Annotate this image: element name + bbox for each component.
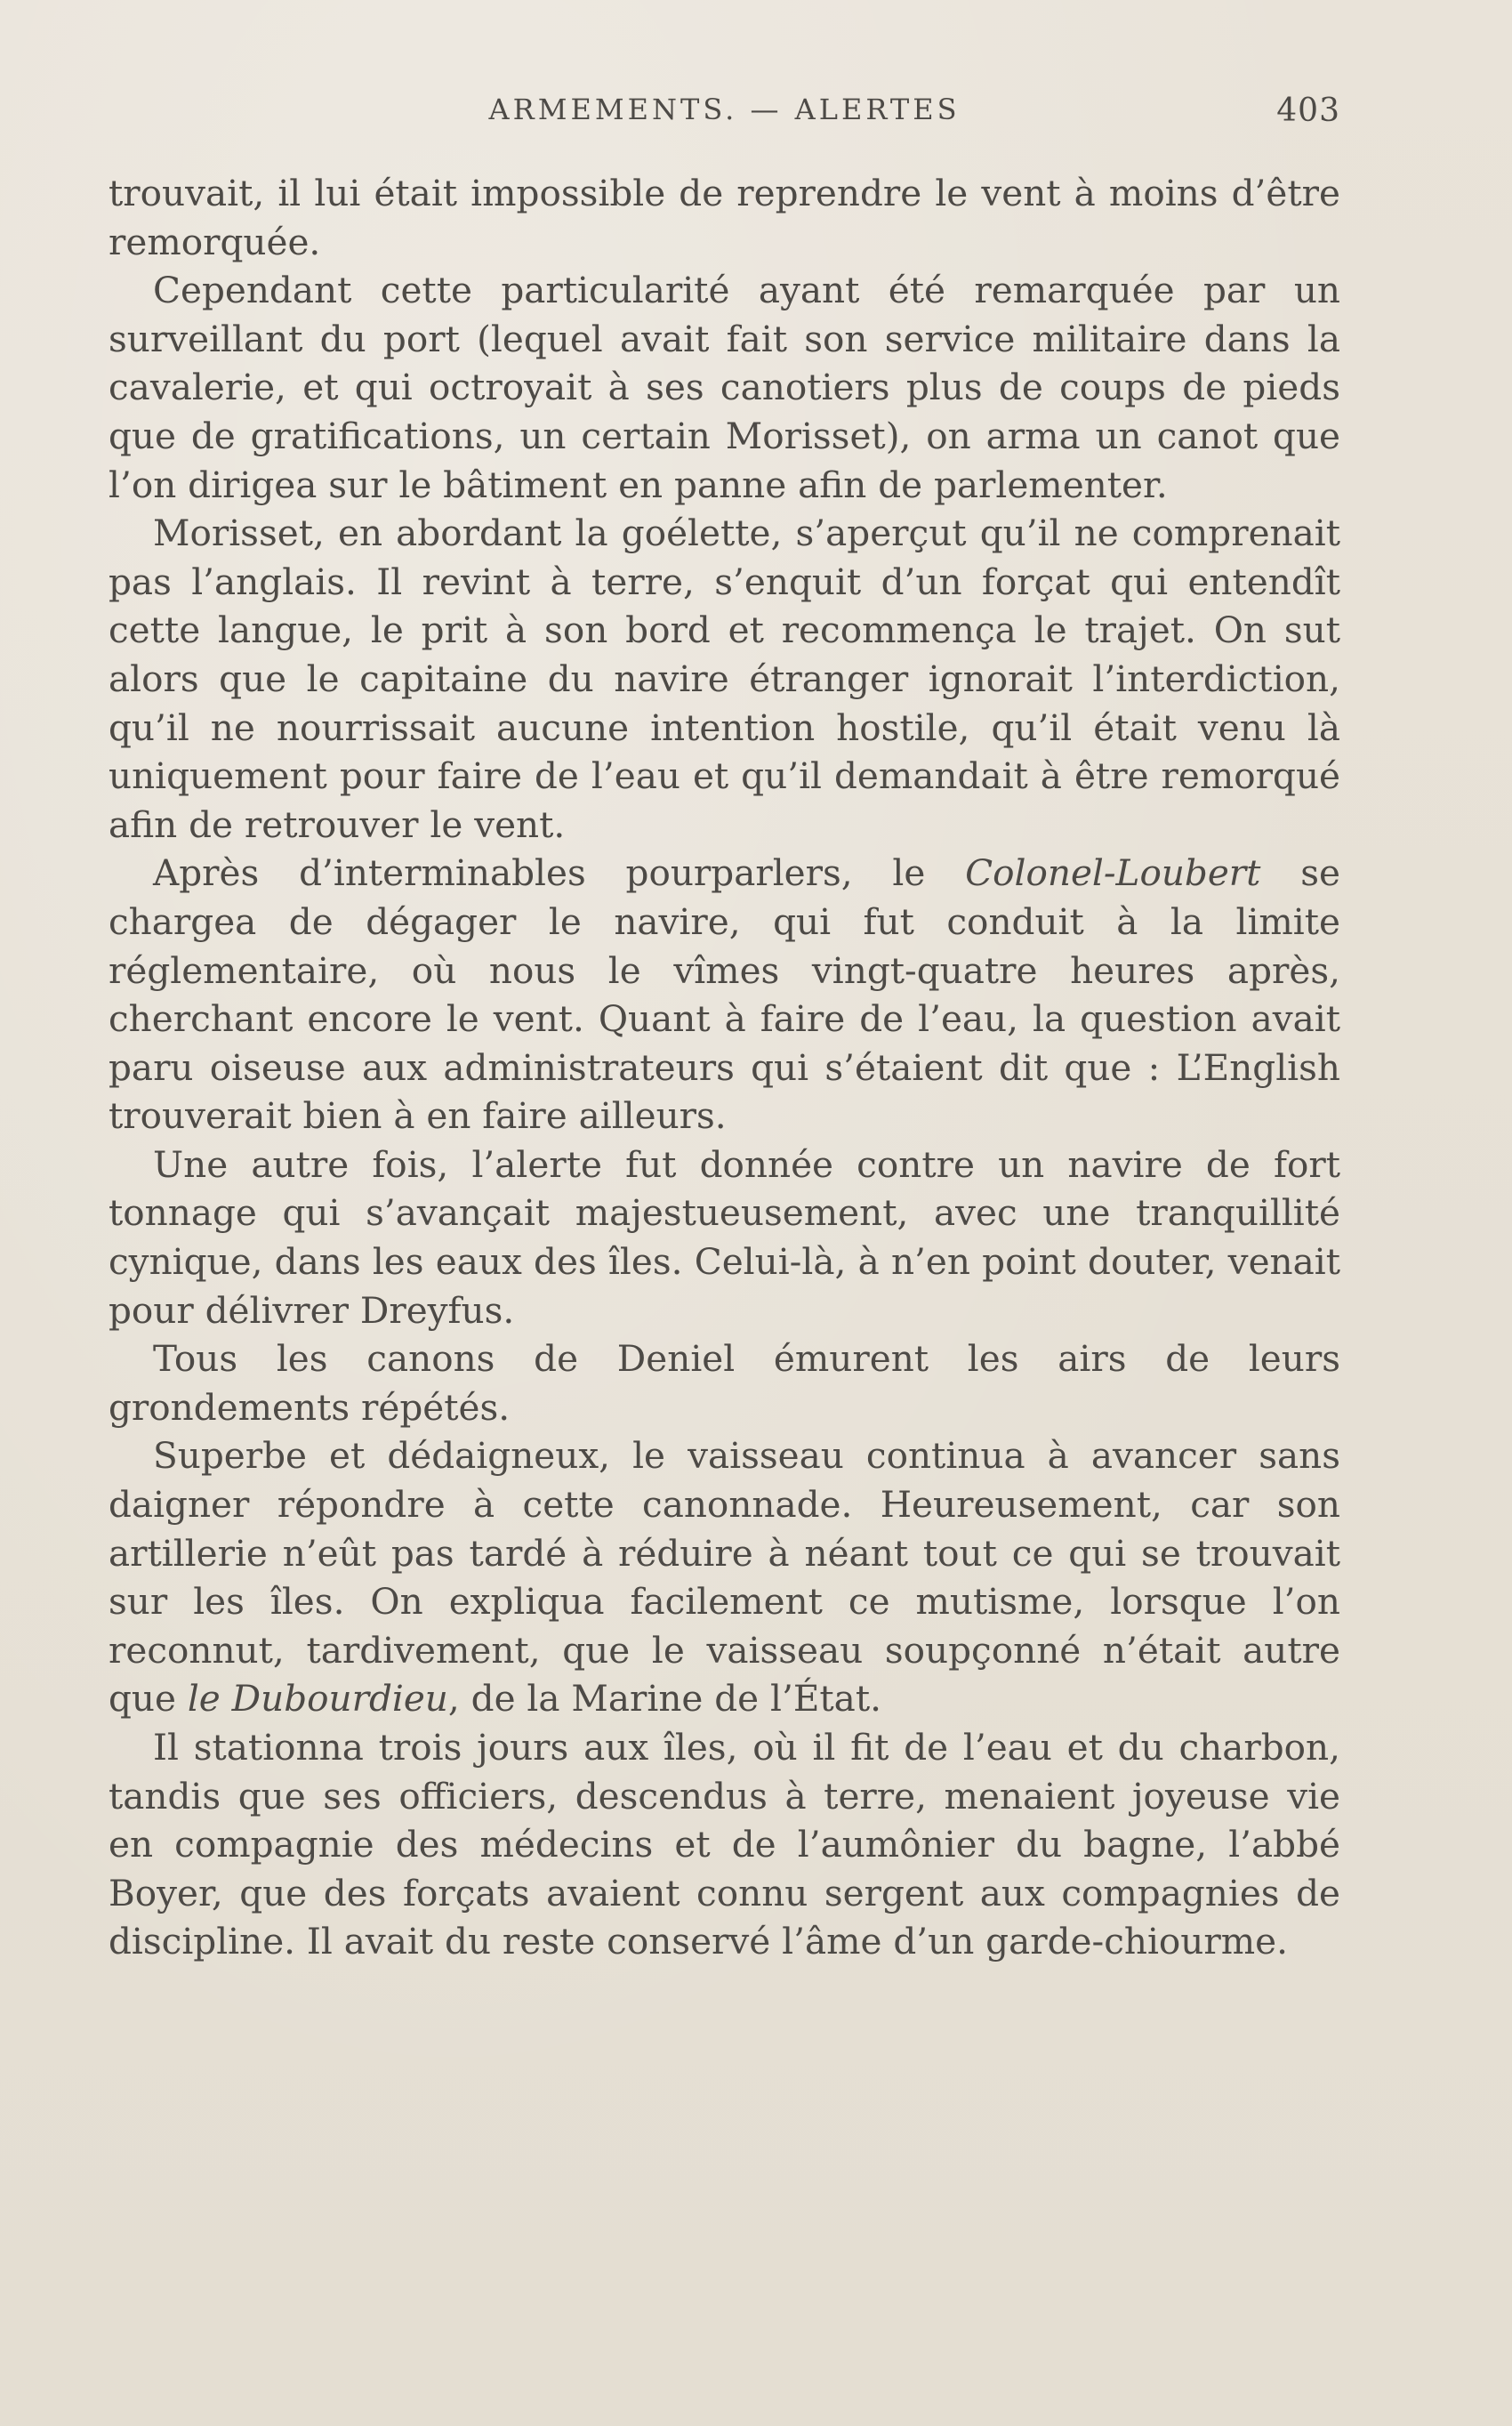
paragraph: Morisset, en abordant la goélette, s’aperçut qu’il ne comprenait pas l’anglais. Il revint à terre, s’enquit d’un forçat qui entendît cette langue, le prit à son bord et recommença le trajet. On sut alors que le capitaine du navire étranger ignorait l’interdiction, qu’il ne nourrissait aucune intention hostile, qu’il était venu là uniquement pour faire de l’eau et qu’il demandait à être remorqué afin de retrouver le vent.	[109, 512, 1340, 846]
paragraph: Tous les canons de Deniel émurent les airs de leurs grondements répétés.	[109, 1337, 1340, 1429]
paragraph-text: , de la Marine de l’État.	[447, 1677, 881, 1721]
body-text	[109, 169, 1340, 1966]
running-head: ARMEMENTS. — ALERTES	[488, 93, 961, 126]
paragraph: Une autre fois, l’alerte fut donnée contre un navire de fort tonnage qui s’avançait majestueusement, avec une tranquillité cynique, dans les eaux des îles. Celui-là, à n’en point douter, venait pour délivrer Dreyfus.	[109, 1142, 1340, 1332]
paragraph	[109, 1431, 1340, 1723]
paragraph: Cependant cette particularité ayant été remarquée par un surveillant du port (lequel avait fait son service militaire dans la cavalerie, et qui octroyait à ses canotiers plus de coups de pieds que de gratifications, un certain Morisset), on arma un canot que l’on dirigea sur le bâtiment en panne afin de parlementer.	[109, 269, 1340, 506]
paragraph-text: Après d’interminables pourparlers, le	[153, 851, 966, 895]
paragraph	[109, 849, 1340, 1140]
paragraph-text: Superbe et dédaigneux, le vaisseau continua à avancer sans daigner répondre à cette canonnade. Heureusement, car son artillerie n’eût pas tardé à réduire à néant tout ce qui se trouvait sur les îles. On expliqua facilement ce mutisme, lorsque l’on reconnut, tardivement, que le vaisseau soupçonné n’était autre que	[109, 1434, 1340, 1721]
paragraph: Il stationna trois jours aux îles, où il fit de l’eau et du charbon, tandis que ses officiers, descendus à terre, menaient joyeuse vie en compagnie des médecins et de l’aumônier du bagne, l’abbé Boyer, que des forçats avaient connu sergent aux compagnies de discipline. Il avait du reste conservé l’âme d’un garde-chiourme.	[109, 1726, 1340, 1963]
page-number: 403	[1276, 93, 1340, 129]
page-header	[109, 89, 1340, 142]
paragraph-text: se chargea de dégager le navire, qui fut conduit à la limite réglementaire, où nous le vîmes vingt-quatre heures après, cherchant encore le vent. Quant à faire de l’eau, la question avait paru oiseuse aux administrateurs qui s’étaient dit que : L’English trouverait bien à en faire ailleurs.	[109, 851, 1340, 1138]
ship-name: le Dubourdieu	[187, 1677, 448, 1721]
paragraph: trouvait, il lui était impossible de reprendre le vent à moins d’être remorquée.	[109, 172, 1340, 263]
ship-name: Colonel-Loubert	[965, 851, 1261, 895]
